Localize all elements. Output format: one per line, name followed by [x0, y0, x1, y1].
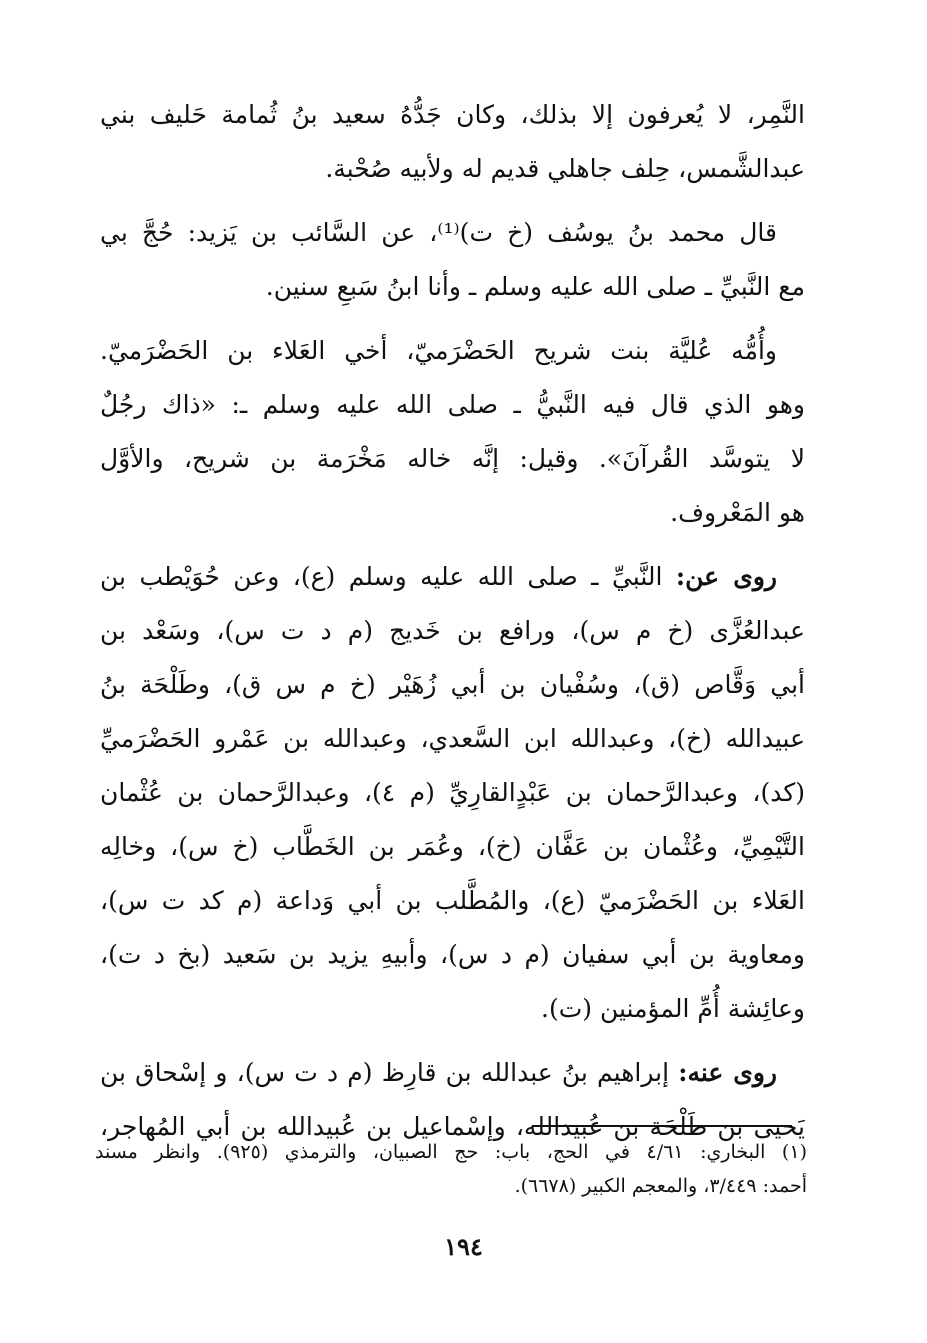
- text-line: لا يتوسَّد القُرآنَ». وقيل: إنَّه خاله مَخْرَمة بن شريح، والأوَّل: [100, 444, 805, 473]
- paragraph-3: [100, 324, 805, 540]
- footnote: [95, 1135, 807, 1203]
- footnote-line: أحمد: ٣/٤٤٩، والمعجم الكبير (٦٦٧٨).: [514, 1175, 807, 1197]
- text-line: عبدالعُزَّى (خ م س)، ورافع بن خَديج (م د ت س)، وسَعْد بن: [100, 616, 805, 645]
- text-line: يَحيى بن طَلْحَة بن عُبيدالله، وإسْماعيل بن عُبيدالله بن أبي المُهاجر،: [100, 1112, 805, 1141]
- text-line: عبدالشَّمس، حِلف جاهلي قديم له ولأبيه صُحْبة.: [325, 154, 805, 183]
- text-line: هو المَعْروف.: [670, 498, 805, 527]
- main-text: [100, 88, 805, 1164]
- text-line: التَّيْمِيِّ، وعُثْمان بن عَفَّان (خ)، وعُمَر بن الخَطَّاب (خ س)، وخالِه: [100, 832, 805, 861]
- text-line: قال محمد بنُ يوسُف (خ ت)⁽¹⁾، عن السَّائب بن يَزيد: حُجَّ بي: [100, 218, 777, 247]
- text-line: وعائِشة أُمِّ المؤمنين (ت).: [541, 994, 805, 1023]
- text-line: ومعاوية بن أبي سفيان (م د س)، وأبيهِ يزيد بن سَعيد (بخ د ت)،: [100, 940, 805, 969]
- text-line: مع النَّبيِّ ـ صلى الله عليه وسلم ـ وأنا ابنُ سَبعِ سنين.: [265, 272, 805, 301]
- text-line: أبي وَقَّاص (ق)، وسُفْيان بن أبي زُهَيْر (خ م س ق)، وطَلْحَة بنُ: [100, 670, 805, 699]
- page-number: ١٩٤: [444, 1232, 483, 1261]
- section-lead: روى عن:: [675, 562, 778, 591]
- footnote-line: (١) البخاري: ٤/٦١ في الحج، باب: حج الصبيان، والترمذي (٩٢٥). وانظر مسند: [95, 1141, 807, 1163]
- text-line: (كد)، وعبدالرَّحمان بن عَبْدٍالقارِيِّ (م ٤)، وعبدالرَّحمان بن عُثْمان: [100, 778, 805, 807]
- text-run: النَّبيِّ ـ صلى الله عليه وسلم (ع)، وعن حُوَيْطب بن: [100, 562, 676, 591]
- paragraph-1: [100, 88, 805, 196]
- paragraph-narrated-from: [100, 550, 805, 1036]
- text-line: وهو الذي قال فيه النَّبيُّ ـ صلى الله عليه وسلم ـ: «ذاك رجُلٌ: [100, 390, 805, 419]
- text-line: وأُمُّه عُليَّة بنت شريح الحَضْرَميّ، أخي العَلاء بن الحَضْرَميّ.: [100, 336, 777, 365]
- text-line: [100, 1046, 805, 1100]
- text-line: النَّمِر، لا يُعرفون إلا بذلك، وكان جَدُّهُ سعيد بنُ ثُمامة حَليف بني: [100, 100, 805, 129]
- text-line: عبيدالله (خ)، وعبدالله ابن السَّعدي، وعبدالله بن عَمْرو الحَضْرَميِّ: [100, 724, 805, 753]
- text-run: إبراهيم بنُ عبدالله بن قارِظ (م د ت س)، و إسْحاق بن: [100, 1058, 679, 1087]
- footnote-separator: [532, 1125, 792, 1127]
- paragraph-2: [100, 206, 805, 314]
- section-lead: روى عنه:: [678, 1058, 778, 1087]
- text-line: العَلاء بن الحَضْرَميّ (ع)، والمُطَّلب بن أبي وَداعة (م كد ت س)،: [100, 886, 805, 915]
- text-line: [100, 550, 805, 604]
